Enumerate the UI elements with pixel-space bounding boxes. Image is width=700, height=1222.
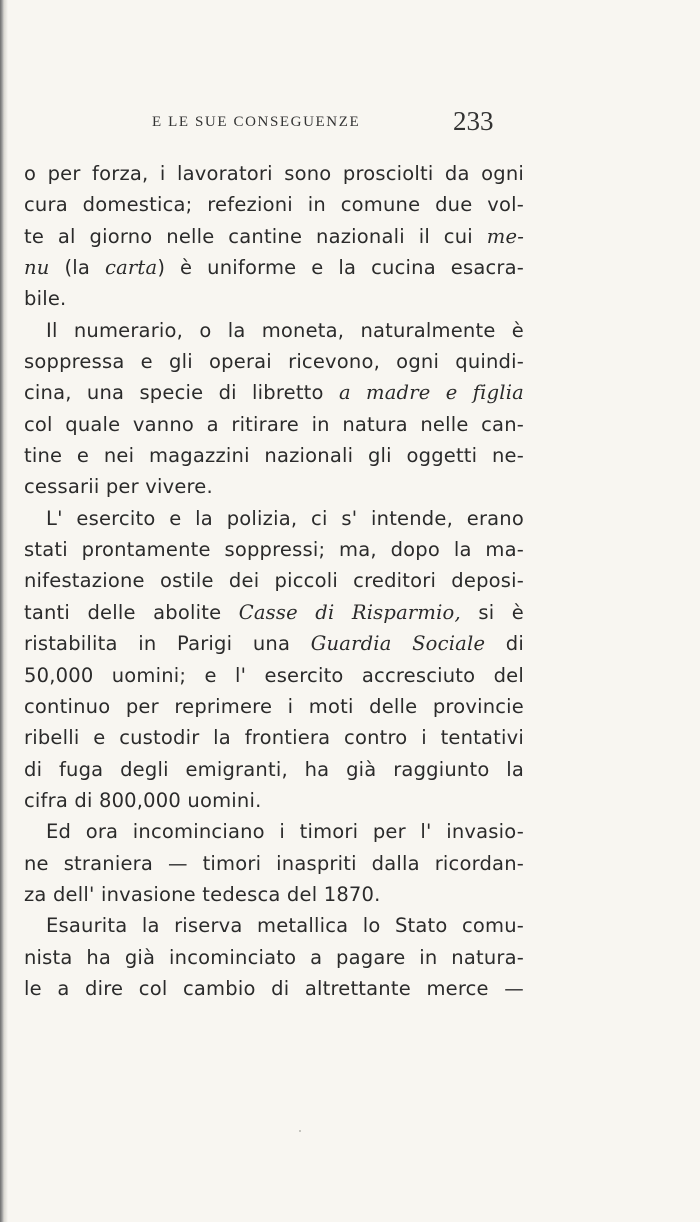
text-segment: te al giorno nelle cantine nazionali il cui (24, 224, 487, 248)
text-segment: bile. (24, 287, 67, 311)
text-line (24, 785, 524, 816)
text-segment: cura domestica; refezioni in comune due vol- (24, 193, 524, 217)
text-line (24, 283, 524, 314)
text-line (24, 346, 524, 377)
italic-text: a madre e figlia (338, 381, 524, 405)
text-line (24, 377, 524, 408)
text-segment: nifestazione ostile dei piccoli creditori deposi- (24, 569, 524, 593)
text-segment: ) è uniforme e la cucina esacra- (157, 256, 525, 280)
text-line (24, 565, 524, 596)
text-segment: (la (49, 256, 105, 280)
text-line (24, 597, 524, 628)
text-segment: soppressa e gli operai ricevono, ogni quindi- (24, 350, 524, 374)
text-segment: ne straniera — timori inaspriti dalla ricordan- (24, 851, 524, 875)
text-line (24, 879, 524, 910)
italic-text: Casse di Risparmio, (238, 600, 461, 624)
text-segment: Ed ora incominciano i timori per l' invasio- (46, 820, 524, 844)
running-head: E LE SUE CONSEGUENZE (152, 114, 361, 130)
text-line (24, 315, 524, 346)
text-line (24, 409, 524, 440)
italic-text: Guardia Sociale (310, 632, 486, 656)
footer-mark (299, 1130, 301, 1132)
text-line (24, 660, 524, 691)
page-header (0, 106, 700, 140)
text-segment: tine e nei magazzini nazionali gli oggetti ne- (24, 444, 524, 468)
text-segment: cifra di 800,000 uomini. (24, 788, 262, 812)
text-segment: nista ha già incominciato a pagare in natura- (24, 945, 524, 969)
text-segment: continuo per reprimere i moti delle provincie (24, 694, 524, 718)
text-line (24, 754, 524, 785)
text-line (24, 503, 524, 534)
text-line (24, 942, 524, 973)
text-line (24, 471, 524, 502)
text-segment: le a dire col cambio di altrettante merce — (24, 976, 524, 1000)
italic-text: nu (24, 256, 50, 280)
text-segment: Il numerario, o la moneta, naturalmente è (46, 318, 524, 342)
text-segment: 50,000 uomini; e l' esercito accresciuto del (24, 663, 524, 687)
text-segment: di fuga degli emigranti, ha già raggiunto la (24, 757, 524, 781)
text-segment: Esaurita la riserva metallica lo Stato comu- (46, 914, 524, 938)
text-segment: ribelli e custodir la frontiera contro i tentativi (24, 726, 524, 750)
text-line (24, 440, 524, 471)
text-segment: za dell' invasione tedesca del 1870. (24, 882, 381, 906)
text-line (24, 848, 524, 879)
text-line (24, 189, 524, 220)
text-line (24, 221, 524, 252)
italic-text: carta (104, 256, 158, 280)
text-segment: col quale vanno a ritirare in natura nelle can- (24, 412, 524, 436)
text-line (24, 158, 524, 189)
text-segment: cina, una specie di libretto (24, 381, 339, 405)
text-line (24, 816, 524, 847)
text-line (24, 910, 524, 941)
text-line (24, 973, 524, 1004)
text-segment: o per forza, i lavoratori sono prosciolti da ogni (24, 162, 524, 185)
text-segment: di (485, 632, 524, 656)
body-text (24, 158, 524, 1004)
page-number: 233 (453, 106, 494, 136)
text-line (24, 252, 524, 283)
text-line (24, 534, 524, 565)
text-segment: cessarii per vivere. (24, 475, 213, 499)
text-segment: L' esercito e la polizia, ci s' intende, erano (46, 506, 524, 530)
text-segment: stati prontamente soppressi; ma, dopo la ma- (24, 538, 524, 562)
text-segment: tanti delle abolite (24, 600, 239, 624)
italic-text: me- (486, 224, 524, 248)
text-line (24, 722, 524, 753)
text-segment: si è (460, 600, 524, 624)
text-line (24, 628, 524, 659)
page-gutter-shadow (0, 0, 8, 1222)
text-segment: ristabilita in Parigi una (24, 632, 311, 656)
text-line (24, 691, 524, 722)
